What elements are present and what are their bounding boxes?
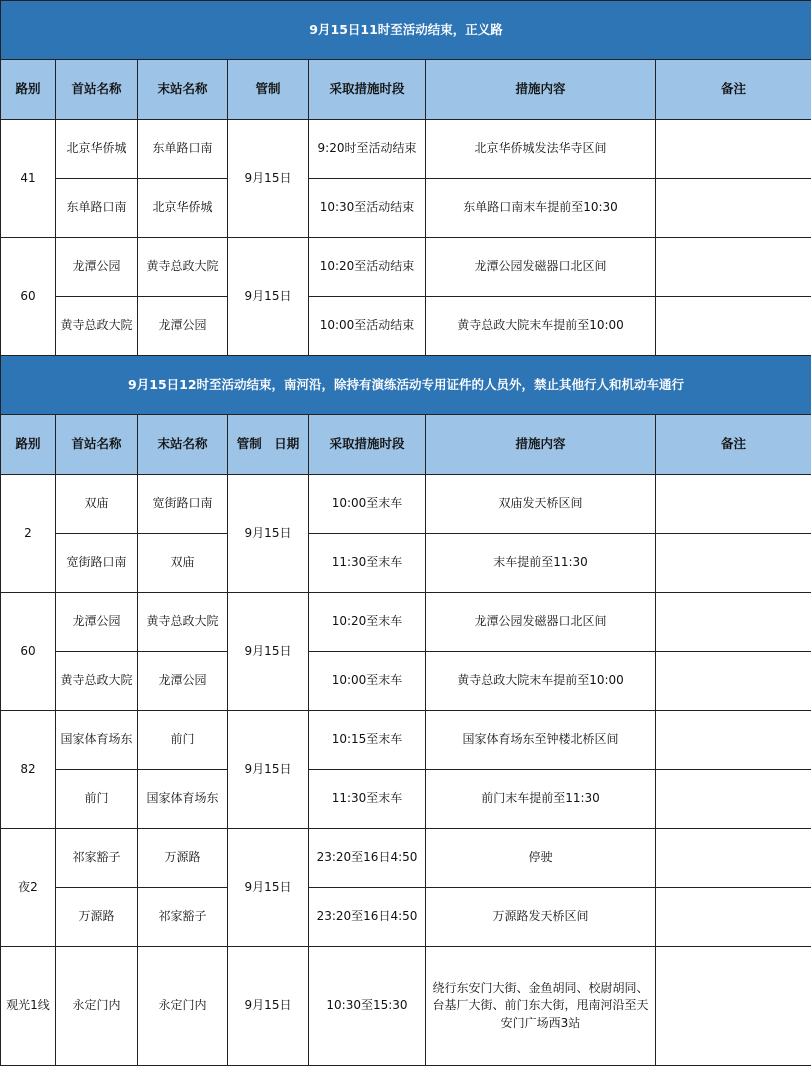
end-station-cell: 北京华侨城 (138, 179, 228, 238)
end-station-cell: 国家体育场东 (138, 770, 228, 829)
header-row (1, 415, 811, 475)
end-station-cell: 前门 (138, 711, 228, 770)
measure-cell: 黄寺总政大院末车提前至10:00 (426, 652, 656, 711)
start-station-cell: 龙潭公园 (56, 593, 138, 652)
measure-cell: 末车提前至11:30 (426, 534, 656, 593)
measure-cell: 双庙发天桥区间 (426, 475, 656, 534)
column-header: 管制 日期 (228, 415, 309, 475)
note-cell (656, 947, 811, 1066)
column-header: 备注 (656, 415, 811, 475)
end-station-cell: 宽街路口南 (138, 475, 228, 534)
column-header: 备注 (656, 60, 811, 120)
column-header: 采取措施时段 (309, 415, 426, 475)
measure-cell: 前门末车提前至11:30 (426, 770, 656, 829)
period-cell: 10:00至活动结束 (309, 297, 426, 356)
table-row (1, 238, 811, 297)
measure-cell: 黄寺总政大院末车提前至10:00 (426, 297, 656, 356)
note-cell (656, 297, 811, 356)
note-cell (656, 534, 811, 593)
note-cell (656, 829, 811, 888)
date-cell: 9月15日 (228, 475, 309, 593)
table-row (1, 947, 811, 1066)
table-row (1, 711, 811, 770)
table-row (1, 593, 811, 652)
measure-cell: 绕行东安门大街、金鱼胡同、校尉胡同、台基厂大街、前门东大街，甩南河沿至天安门广场西3站 (426, 947, 656, 1066)
date-cell: 9月15日 (228, 829, 309, 947)
note-cell (656, 711, 811, 770)
section-title: 9月15日11时至活动结束，正义路 (1, 1, 811, 60)
end-station-cell: 东单路口南 (138, 120, 228, 179)
table-row (1, 179, 811, 238)
start-station-cell: 前门 (56, 770, 138, 829)
table-row (1, 652, 811, 711)
start-station-cell: 国家体育场东 (56, 711, 138, 770)
measure-cell: 停驶 (426, 829, 656, 888)
column-header: 措施内容 (426, 415, 656, 475)
table-row (1, 770, 811, 829)
table-row (1, 120, 811, 179)
start-station-cell: 祁家豁子 (56, 829, 138, 888)
date-cell: 9月15日 (228, 238, 309, 356)
start-station-cell: 双庙 (56, 475, 138, 534)
route-cell: 2 (1, 475, 56, 593)
start-station-cell: 永定门内 (56, 947, 138, 1066)
period-cell: 9:20时至活动结束 (309, 120, 426, 179)
end-station-cell: 龙潭公园 (138, 297, 228, 356)
period-cell: 10:20至末车 (309, 593, 426, 652)
column-header: 首站名称 (56, 60, 138, 120)
period-cell: 10:00至末车 (309, 475, 426, 534)
table-row (1, 888, 811, 947)
end-station-cell: 双庙 (138, 534, 228, 593)
column-header: 路别 (1, 60, 56, 120)
start-station-cell: 黄寺总政大院 (56, 652, 138, 711)
note-cell (656, 179, 811, 238)
column-header: 末站名称 (138, 60, 228, 120)
note-cell (656, 770, 811, 829)
note-cell (656, 888, 811, 947)
period-cell: 11:30至末车 (309, 770, 426, 829)
route-cell: 82 (1, 711, 56, 829)
section-title: 9月15日12时至活动结束，南河沿，除持有演练活动专用证件的人员外，禁止其他行人和机动车通行 (1, 356, 811, 415)
measure-cell: 东单路口南末车提前至10:30 (426, 179, 656, 238)
column-header: 首站名称 (56, 415, 138, 475)
period-cell: 23:20至16日4:50 (309, 829, 426, 888)
note-cell (656, 238, 811, 297)
section-title-row (1, 1, 811, 60)
table-row (1, 829, 811, 888)
start-station-cell: 宽街路口南 (56, 534, 138, 593)
column-header: 末站名称 (138, 415, 228, 475)
route-cell: 60 (1, 238, 56, 356)
end-station-cell: 龙潭公园 (138, 652, 228, 711)
measure-cell: 万源路发天桥区间 (426, 888, 656, 947)
section-title-row (1, 356, 811, 415)
period-cell: 11:30至末车 (309, 534, 426, 593)
date-cell: 9月15日 (228, 711, 309, 829)
start-station-cell: 黄寺总政大院 (56, 297, 138, 356)
date-cell: 9月15日 (228, 593, 309, 711)
end-station-cell: 黄寺总政大院 (138, 238, 228, 297)
column-header: 管制 (228, 60, 309, 120)
table-row (1, 297, 811, 356)
route-cell: 60 (1, 593, 56, 711)
column-header: 路别 (1, 415, 56, 475)
period-cell: 10:30至活动结束 (309, 179, 426, 238)
end-station-cell: 永定门内 (138, 947, 228, 1066)
route-cell: 观光1线 (1, 947, 56, 1066)
period-cell: 10:30至15:30 (309, 947, 426, 1066)
measure-cell: 国家体育场东至钟楼北桥区间 (426, 711, 656, 770)
end-station-cell: 祁家豁子 (138, 888, 228, 947)
route-cell: 夜2 (1, 829, 56, 947)
end-station-cell: 黄寺总政大院 (138, 593, 228, 652)
start-station-cell: 万源路 (56, 888, 138, 947)
route-cell: 41 (1, 120, 56, 238)
start-station-cell: 龙潭公园 (56, 238, 138, 297)
period-cell: 23:20至16日4:50 (309, 888, 426, 947)
date-cell: 9月15日 (228, 947, 309, 1066)
note-cell (656, 475, 811, 534)
note-cell (656, 120, 811, 179)
measure-cell: 北京华侨城发法华寺区间 (426, 120, 656, 179)
note-cell (656, 652, 811, 711)
measure-cell: 龙潭公园发磁器口北区间 (426, 593, 656, 652)
table-row (1, 475, 811, 534)
date-cell: 9月15日 (228, 120, 309, 238)
start-station-cell: 北京华侨城 (56, 120, 138, 179)
start-station-cell: 东单路口南 (56, 179, 138, 238)
table-row (1, 534, 811, 593)
period-cell: 10:15至末车 (309, 711, 426, 770)
header-row (1, 60, 811, 120)
measure-cell: 龙潭公园发磁器口北区间 (426, 238, 656, 297)
end-station-cell: 万源路 (138, 829, 228, 888)
note-cell (656, 593, 811, 652)
column-header: 措施内容 (426, 60, 656, 120)
period-cell: 10:00至末车 (309, 652, 426, 711)
period-cell: 10:20至活动结束 (309, 238, 426, 297)
column-header: 采取措施时段 (309, 60, 426, 120)
